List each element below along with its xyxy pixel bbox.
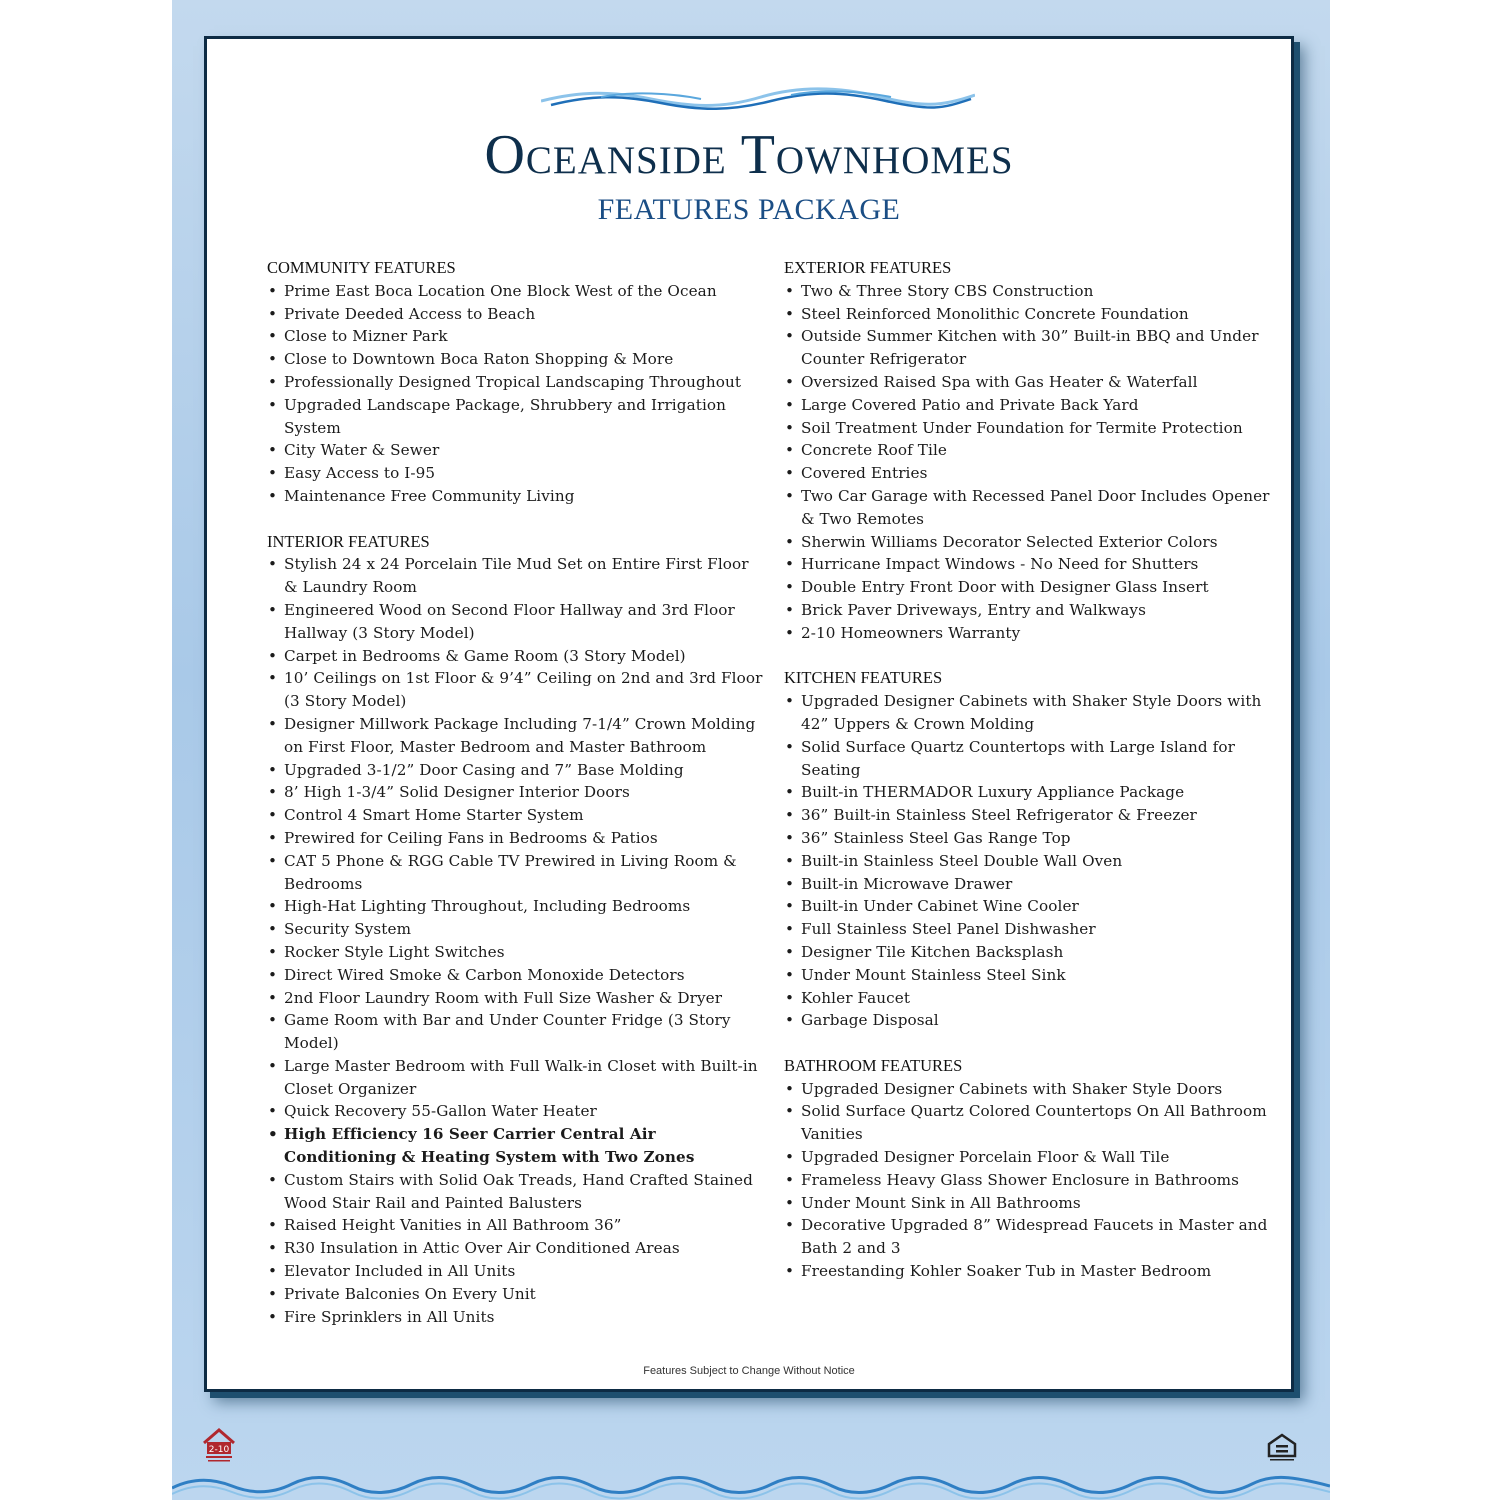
section-heading: COMMUNITY FEATURES [267,258,456,277]
feature-item: • R30 Insulation in Attic Over Air Conditioned Areas [267,1237,767,1260]
feature-item: • City Water & Sewer [267,439,767,462]
feature-item: • Maintenance Free Community Living [267,485,767,508]
feature-list [267,280,767,508]
feature-item: • Large Master Bedroom with Full Walk-in Closet with Built-in Closet Organizer [267,1055,767,1101]
feature-item: • Game Room with Bar and Under Counter Fridge (3 Story Model) [267,1009,767,1055]
feature-list [784,690,1284,1032]
feature-item: • Quick Recovery 55-Gallon Water Heater [267,1100,767,1123]
feature-item: • Control 4 Smart Home Starter System [267,804,767,827]
feature-item: • Designer Millwork Package Including 7-1/4” Crown Molding on First Floor, Master Bedroom and Master Bathroom [267,713,767,759]
feature-item: • Full Stainless Steel Panel Dishwasher [784,918,1284,941]
feature-item: • Close to Downtown Boca Raton Shopping & More [267,348,767,371]
feature-item: • Solid Surface Quartz Countertops with Large Island for Seating [784,736,1284,782]
feature-item: • Built-in Stainless Steel Double Wall Oven [784,850,1284,873]
feature-item: • CAT 5 Phone & RGG Cable TV Prewired in Living Room & Bedrooms [267,850,767,896]
feature-item: • Double Entry Front Door with Designer Glass Insert [784,576,1284,599]
feature-list [784,1078,1284,1283]
section-heading: INTERIOR FEATURES [267,531,430,551]
section-community-features [267,257,767,508]
wave-footer-ornament-icon [172,1470,1330,1500]
feature-item: • Under Mount Sink in All Bathrooms [784,1192,1284,1215]
feature-item: • 2nd Floor Laundry Room with Full Size Washer & Dryer [267,987,767,1010]
feature-item: • Concrete Roof Tile [784,439,1284,462]
feature-item: • Upgraded Designer Cabinets with Shaker Style Doors with 42” Uppers & Crown Molding [784,690,1284,736]
feature-list [267,553,767,1328]
feature-item: • 36” Built-in Stainless Steel Refrigerator & Freezer [784,804,1284,827]
feature-item: • Close to Mizner Park [267,325,767,348]
feature-item: • Outside Summer Kitchen with 30” Built-in BBQ and Under Counter Refrigerator [784,325,1284,371]
section-heading: KITCHEN FEATURES [784,668,943,688]
disclaimer-note: Features Subject to Change Without Notice [643,1365,855,1377]
feature-item: • Upgraded 3-1/2” Door Casing and 7” Base Molding [267,759,767,782]
feature-item: • 36” Stainless Steel Gas Range Top [784,827,1284,850]
feature-item: • Engineered Wood on Second Floor Hallway and 3rd Floor Hallway (3 Story Model) [267,599,767,645]
feature-item: • Hurricane Impact Windows - No Need for Shutters [784,553,1284,576]
feature-item: • Raised Height Vanities in All Bathroom 36” [267,1214,767,1237]
page-subtitle: FEATURES PACKAGE [597,193,901,226]
section-heading: EXTERIOR FEATURES [784,258,952,277]
feature-item: • Stylish 24 x 24 Porcelain Tile Mud Set on Entire First Floor & Laundry Room [267,553,767,599]
feature-item: • Direct Wired Smoke & Carbon Monoxide Detectors [267,964,767,987]
feature-item: • Kohler Faucet [784,987,1284,1010]
feature-item: • Fire Sprinklers in All Units [267,1306,767,1329]
feature-item: • Built-in Microwave Drawer [784,873,1284,896]
feature-item: • Frameless Heavy Glass Shower Enclosure in Bathrooms [784,1169,1284,1192]
feature-item: • Prewired for Ceiling Fans in Bedrooms & Patios [267,827,767,850]
feature-item: • Two & Three Story CBS Construction [784,280,1284,303]
feature-item: • Sherwin Williams Decorator Selected Exterior Colors [784,531,1284,554]
feature-item: • Freestanding Kohler Soaker Tub in Master Bedroom [784,1260,1284,1283]
features-sheet [204,36,1294,1392]
feature-item: • Security System [267,918,767,941]
feature-item: • Custom Stairs with Solid Oak Treads, Hand Crafted Stained Wood Stair Rail and Painted Balusters [267,1169,767,1215]
feature-item: • Built-in THERMADOR Luxury Appliance Package [784,781,1284,804]
feature-item: • 10’ Ceilings on 1st Floor & 9’4” Ceiling on 2nd and 3rd Floor (3 Story Model) [267,667,767,713]
feature-item: • Elevator Included in All Units [267,1260,767,1283]
feature-item: • High-Hat Lighting Throughout, Including Bedrooms [267,895,767,918]
left-column [267,257,767,1351]
section-interior-features [267,531,767,1329]
feature-item: • Brick Paver Driveways, Entry and Walkways [784,599,1284,622]
feature-item: • Solid Surface Quartz Colored Countertops On All Bathroom Vanities [784,1100,1284,1146]
section-exterior-features [784,257,1284,645]
feature-item: • Covered Entries [784,462,1284,485]
feature-item: • Two Car Garage with Recessed Panel Door Includes Opener & Two Remotes [784,485,1284,531]
feature-item: • Private Deeded Access to Beach [267,303,767,326]
feature-item: • Upgraded Landscape Package, Shrubbery and Irrigation System [267,394,767,440]
feature-item: • Oversized Raised Spa with Gas Heater & Waterfall [784,371,1284,394]
feature-item: • Steel Reinforced Monolithic Concrete Foundation [784,303,1284,326]
section-kitchen-features [784,667,1284,1032]
feature-item: • Rocker Style Light Switches [267,941,767,964]
right-column [784,257,1284,1306]
feature-item: • Upgraded Designer Porcelain Floor & Wall Tile [784,1146,1284,1169]
section-heading: BATHROOM FEATURES [784,1055,963,1075]
feature-item: • Designer Tile Kitchen Backsplash [784,941,1284,964]
feature-item: • Garbage Disposal [784,1009,1284,1032]
svg-text:2-10: 2-10 [208,1445,230,1455]
feature-item: • Under Mount Stainless Steel Sink [784,964,1284,987]
section-bathroom-features [784,1055,1284,1283]
feature-item: • Upgraded Designer Cabinets with Shaker Style Doors [784,1078,1284,1101]
feature-item: • 2-10 Homeowners Warranty [784,622,1284,645]
feature-item: • Professionally Designed Tropical Landscaping Throughout [267,371,767,394]
feature-item: • Large Covered Patio and Private Back Yard [784,394,1284,417]
feature-item: • Built-in Under Cabinet Wine Cooler [784,895,1284,918]
feature-item: • Easy Access to I-95 [267,462,767,485]
feature-list [784,280,1284,645]
feature-item: • Decorative Upgraded 8” Widespread Faucets in Master and Bath 2 and 3 [784,1214,1284,1260]
warranty-logo-icon [200,1425,238,1465]
feature-item: • High Efficiency 16 Seer Carrier Central Air Conditioning & Heating System with Two Zones [267,1123,767,1169]
feature-item: • Private Balconies On Every Unit [267,1283,767,1306]
wave-ornament-icon [541,85,975,113]
page-title: Oceanside Townhomes [484,124,1014,186]
equal-housing-icon [1266,1432,1298,1462]
feature-item: • Soil Treatment Under Foundation for Termite Protection [784,417,1284,440]
feature-item: • Carpet in Bedrooms & Game Room (3 Story Model) [267,645,767,668]
feature-item: • Prime East Boca Location One Block West of the Ocean [267,280,767,303]
feature-item: • 8’ High 1-3/4” Solid Designer Interior Doors [267,781,767,804]
